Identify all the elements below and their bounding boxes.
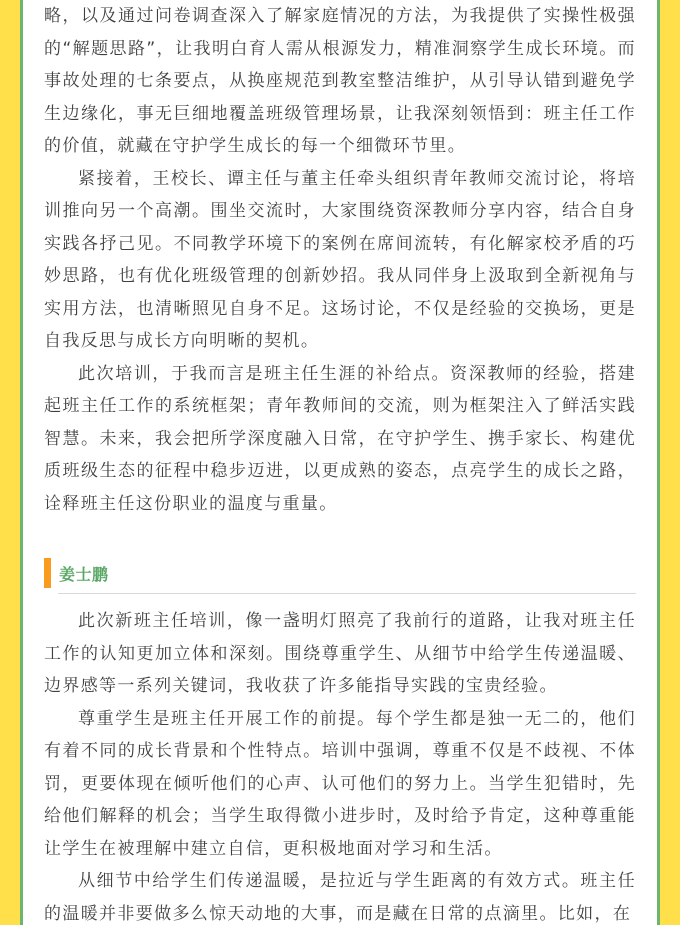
author-heading [44,555,636,591]
right-yellow-border [657,0,680,925]
paragraph-discussion: 紧接着，王校长、谭主任与董主任牵头组织青年教师交流讨论，将培训推向另一个高潮。围坐交流时，大家围绕资深教师分享内容，结合自身实践各抒己见。不同教学环境下的案例在席间流转，有化解家校矛盾的巧妙思路，也有优化班级管理的创新妙招。我从同伴身上汲取到全新视角与实用方法，也清晰照见自身不足。这场讨论，不仅是经验的交换场，更是自我反思与成长方向明晰的契机。 [44,168,636,351]
author-name: 姜士鹏 [59,564,109,584]
paragraph-warmth: 从细节中给学生们传递温暖，是拉近与学生距离的有效方式。班主任的温暖并非要做多么惊天动地的大事，而是藏在日常的点滴里。比如，在 [44,871,636,924]
article-content [23,0,657,925]
heading-accent-bar [44,558,51,588]
paragraph-intro: 此次新班主任培训，像一盏明灯照亮了我前行的道路，让我对班主任工作的认知更加立体和深刻。围绕尊重学生、从细节中给学生传递温暖、边界感等一系列关键词，我收获了许多能指导实践的宝贵经验。 [44,611,636,696]
section-2-body [44,605,636,930]
reflection-section-2 [44,555,636,930]
paragraph-conclusion: 此次培训，于我而言是班主任生涯的补给点。资深教师的经验，搭建起班主任工作的系统框架；青年教师间的交流，则为框架注入了鲜活实践智慧。未来，我会把所学深度融入日常，在守护学生、携手家长、构建优质班级生态的征程中稳步迈进，以更成熟的姿态，点亮学生的成长之路，诠释班主任这份职业的温度与重量。 [44,363,636,514]
left-yellow-border [0,0,23,925]
paragraph-continuation: 略，以及通过问卷调查深入了解家庭情况的方法，为我提供了实操性极强的“解题思路”，让我明白育人需从根源发力，精准洞察学生成长环境。而事故处理的七条要点，从换座规范到教室整洁维护，从引导认错到避免学生边缘化，事无巨细地覆盖班级管理场景，让我深刻领悟到：班主任工作的价值，就藏在守护学生成长的每一个细微环节里。 [44,6,636,156]
reflection-section-1 [44,0,636,520]
paragraph-respect: 尊重学生是班主任开展工作的前提。每个学生都是独一无二的，他们有着不同的成长背景和个性特点。培训中强调，尊重不仅是不歧视、不体罚，更要体现在倾听他们的心声、认可他们的努力上。当学生犯错时，先给他们解释的机会；当学生取得微小进步时，及时给予肯定，这种尊重能让学生在被理解中建立自信，更积极地面对学习和生活。 [44,708,636,859]
heading-divider [58,593,636,594]
